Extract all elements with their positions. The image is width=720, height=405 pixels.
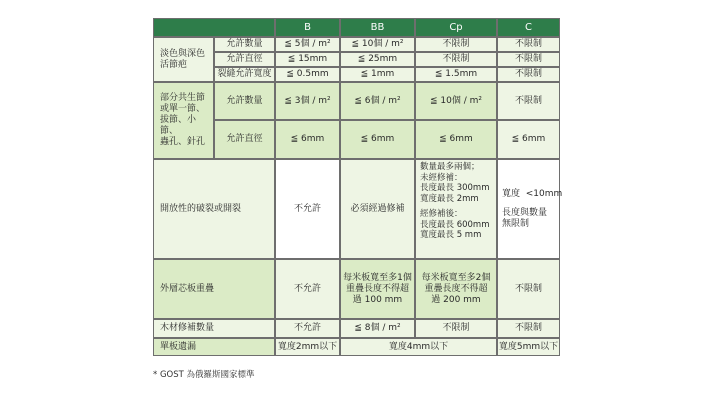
cp-line: 長度最長 600mm (420, 219, 490, 230)
value-cell: 寬度4mm以下 (340, 338, 497, 356)
value-cell: ≦ 0.5mm (275, 67, 340, 82)
value-cell: 必須經過修補 (340, 159, 415, 259)
value-cell-multiline (497, 159, 563, 259)
value-cell: 不限制 (497, 37, 560, 52)
row-label-open-defects: 開放性的破裂或開裂 (153, 159, 275, 259)
value-cell: ≦ 6個 / m² (340, 82, 415, 120)
sub-label: 允許數量 (214, 82, 275, 120)
cp-line: 數量最多兩個； (420, 162, 480, 172)
value-cell: ≦ 1.5mm (415, 67, 497, 82)
value-cell: ≦ 5個 / m² (275, 37, 340, 52)
value-cell: 不限制 (415, 37, 497, 52)
value-cell: 每米板寬至多2個 重疊長度不得超 過 200 mm (415, 259, 497, 319)
header-blank (153, 18, 275, 37)
row-label-outer-overlap: 外層芯板重疊 (153, 259, 275, 319)
footnote: * GOST 為俄羅斯國家標準 (153, 370, 255, 380)
cp-line: 經修補後： (420, 209, 463, 219)
value-cell: 不限制 (497, 319, 560, 338)
header-grade-cp: Cp (415, 18, 497, 37)
value-cell: ≦ 1mm (340, 67, 415, 82)
cp-line: 寬度最長 5 mm (420, 230, 482, 240)
value-cell: 不限制 (497, 52, 560, 67)
sub-label: 允許數量 (214, 37, 275, 52)
value-cell: ≦ 10個 / m² (340, 37, 415, 52)
value-cell: ≦ 6mm (340, 120, 415, 159)
sub-label: 裂縫允許寬度 (214, 67, 275, 82)
cp-line: 寬度最長 2mm (420, 193, 479, 204)
value-cell: ≦ 6mm (497, 120, 560, 159)
value-cell: 不限制 (497, 259, 560, 319)
value-cell: ≦ 8個 / m² (340, 319, 415, 338)
value-cell: 每米板寬至多1個 重疊長度不得超 過 100 mm (340, 259, 415, 319)
header-grade-b: B (275, 18, 340, 37)
row-label-wood-repair: 木材修補數量 (153, 319, 275, 338)
value-cell-multiline (415, 159, 497, 259)
value-cell: ≦ 10個 / m² (415, 82, 497, 120)
header-grade-bb: BB (340, 18, 415, 37)
value-cell: 不限制 (415, 319, 497, 338)
value-cell: ≦ 25mm (340, 52, 415, 67)
value-cell: 不允許 (275, 159, 340, 259)
value-cell: 不允許 (275, 259, 340, 319)
value-cell: ≦ 15mm (275, 52, 340, 67)
value-cell: 不限制 (497, 82, 560, 120)
value-cell: ≦ 3個 / m² (275, 82, 340, 120)
value-cell: 寬度2mm以下 (275, 338, 340, 356)
c-rest: 長度與數量 無限制 (502, 207, 548, 229)
sub-label: 允許直徑 (214, 120, 275, 159)
value-cell: ≦ 6mm (415, 120, 497, 159)
value-cell: 寬度5mm以下 (497, 338, 560, 356)
value-cell: 不允許 (275, 319, 340, 338)
c-width: 寬度 <10mm (502, 188, 563, 199)
value-cell: ≦ 6mm (275, 120, 340, 159)
value-cell: 不限制 (415, 52, 497, 67)
sub-label: 允許直徑 (214, 52, 275, 67)
row-label-knots: 淡色與深色 活節疤 (153, 37, 214, 82)
row-label-partial-knots: 部分共生節 或單一節、 拔節、小節、 蟲孔、針孔 (153, 82, 214, 159)
header-grade-c: C (497, 18, 560, 37)
cp-line: 長度最長 300mm (420, 183, 490, 193)
value-cell: 不限制 (497, 67, 560, 82)
cp-line: 未經修補： (420, 172, 463, 183)
row-label-veneer-gap: 單板遺漏 (153, 338, 275, 356)
